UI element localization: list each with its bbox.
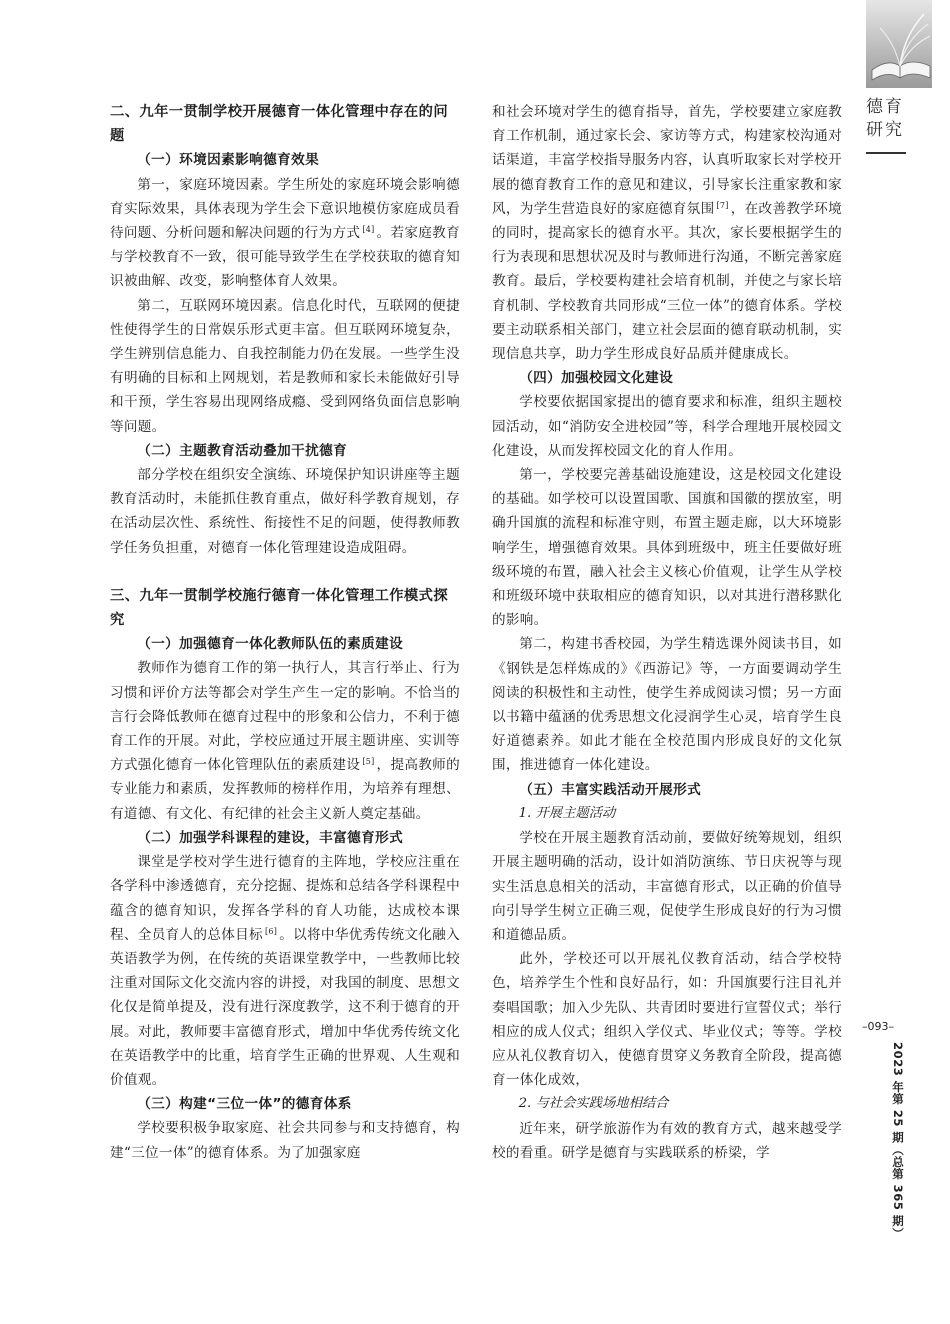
page-number: –093–	[862, 1020, 894, 1033]
paragraph: 学校要积极争取家庭、社会共同参与和支持德育，构建“三位一体”的德育体系。为了加强家庭	[110, 1120, 460, 1161]
section-3-heading: 三、九年一贯制学校施行德育一体化管理工作模式探究	[110, 587, 449, 629]
citation-ref: [4]	[362, 225, 375, 235]
right-column	[492, 100, 842, 1165]
paragraph: 第一，学校要完善基础设施建设，这是校园文化建设的基础。如学校可以设置国歌、国旗和国徽的摆放室，明确升国旗的流程和标准守则，布置主题走廊，以大环境影响学生，增强德育效果。具体到班级中，班主任要做好班级环境的布置，融入社会主义核心价值观，让学生从学校和班级环境中获取相应的德育知识，以对其进行潜移默化的影响。	[492, 467, 842, 629]
section-3-subheading-3: （三）构建“三位一体”的德育体系	[137, 1096, 352, 1113]
section-3-subheading-5: （五）丰富实践活动开展形式	[519, 781, 702, 798]
paragraph: 近年来，研学旅游作为有效的教育方式，越来越受学校的看重。研学是德育与实践联系的桥梁，学	[492, 1120, 842, 1161]
paragraph-text: 课堂是学校对学生进行德育的主阵地，学校应注重在各学科中渗透德育，充分挖掘、提炼和总结各学科课程中蕴含的德育知识，发挥各学科的育人功能，达成校本课程、全员育人的总体目标	[110, 854, 460, 943]
paragraph: 第二，构建书香校园，为学生精选课外阅读书目，如《钢铁是怎样炼成的》《西游记》等，一方面要调动学生阅读的积极性和主动性，使学生养成阅读习惯；另一方面以书籍中蕴涵的优秀思想文化浸润学生心灵，培育学生良好道德素养。如此才能在全校范围内形成良好的文化氛围，推进德育一体化建设。	[492, 636, 842, 774]
paragraph: 部分学校在组织安全演练、环境保护知识讲座等主题教育活动时，未能抓住教育重点，做好科学教育规划，存在活动层次性、系统性、衔接性不足的问题，使得教师教学任务负担重，对德育一体化管理建设造成阻碍。	[110, 467, 460, 556]
citation-ref: [6]	[264, 926, 278, 936]
paragraph-text: 。若家庭教育与学校教育不一致，很可能导致学生在学校获取的德育知识被曲解、改变，影响整体育人效果。	[110, 225, 460, 290]
section-3-subheading-2: （二）加强学科课程的建设，丰富德育形式	[137, 829, 404, 846]
paragraph: 第二，互联网环境因素。信息化时代，互联网的便捷性使得学生的日常娱乐形式更丰富。但互联网环境复杂，学生辨别信息能力、自我控制能力仍在发展。一些学生没有明确的目标和上网规划，若是教师和家长未能做好引导和干预，学生容易出现网络成瘾、受到网络负面信息影响等问题。	[110, 297, 460, 435]
citation-ref: [5]	[362, 757, 375, 767]
sub-subheading-1: 1. 开展主题活动	[518, 805, 616, 821]
column-tag	[866, 96, 904, 142]
section-3-subheading-1: （一）加强德育一体化教师队伍的素质建设	[137, 636, 404, 653]
paragraph-text: 。以将中华优秀传统文化融入英语教学为例，在传统的英语课堂教学中，一些教师比较注重对国际文化交流内容的讲授，对我国的制度、思想文化仅是简单提及，没有进行深度教学，这不利于德育的开展。对此，教师要丰富德育形式，增加中华优秀传统文化在英语教学中的比重，培育学生正确的世界观、人生观和价值观。	[110, 926, 460, 1088]
section-2-subheading-2: （二）主题教育活动叠加干扰德育	[137, 442, 348, 459]
paragraph-text: 第一，家庭环境因素。学生所处的家庭环境会影响德育实际效果，具体表现为学生会下意识地模仿家庭成员看待问题、分析问题和解决问题的行为方式	[110, 176, 460, 242]
paragraph-text: 教师作为德育工作的第一执行人，其言行举止、行为习惯和评价方法等都会对学生产生一定的影响。不恰当的言行会降低教师在德育过程中的形象和公信力，不利于德育工作的开展。对此，学校应通过开展主题讲座、实训等方式强化德育一体化管理队伍的素质建设	[110, 660, 460, 774]
paragraph-text: ，提高教师的专业能力和素质，发挥教师的榜样作用，为培养有理想、有道德、有文化、有纪律的社会主义新人奠定基础。	[110, 757, 460, 822]
paragraph-text: ，在改善教学环境的同时，提高家长的德育水平。其次，家长要根据学生的行为表现和思想状况及时与教师进行沟通，不断完善家庭教育。最后，学校要构建社会培育机制，并使之与家长培育机制、学校教育共同形成“三位一体”的德育体系。学校要主动联系相关部门，建立社会层面的德育联动机制，实现信息共享，助力学生形成良好品质并健康成长。	[492, 200, 842, 363]
paragraph	[492, 100, 842, 366]
column-tag-underline	[866, 152, 906, 154]
paragraph	[110, 850, 460, 1092]
sub-subheading-2: 2. 与社会实践场地相结合	[518, 1096, 669, 1112]
paragraph-text: 和社会环境对学生的德育指导，首先，学校要建立家庭教育工作机制，通过家长会、家访等方式，构建家校沟通对话渠道，丰富学校指导服务内容，认真听取家长对学校开展的德育教育工作的意见和建议，引导家长注重家教和家风，为学生营造良好的家庭德育氛围	[492, 104, 842, 217]
issue-info: 2023 年第 25 期（总第 365 期）	[891, 1042, 905, 1240]
paragraph: 此外，学校还可以开展礼仪教育活动，结合学校特色，培养学生个性和良好品行，如：升国旗要行注目礼并奏唱国歌；加入少先队、共青团时要进行宣誓仪式；举行相应的成人仪式；组织入学仪式、毕业仪式；等等。学校应从礼仪教育切入，使德育贯穿义务教育全阶段，提高德育一体化成效，	[492, 951, 842, 1089]
column-tag-line-2: 研究	[866, 120, 904, 140]
open-book-icon	[866, 0, 932, 88]
section-2-subheading-1: （一）环境因素影响德育效果	[137, 152, 320, 169]
section-2-heading: 二、九年一贯制学校开展德育一体化管理中存在的问题	[110, 104, 449, 145]
paragraph: 学校要依据国家提出的德育要求和标准，组织主题校园活动，如“消防安全进校园”等，科学合理地开展校园文化建设，从而发挥校园文化的育人作用。	[492, 394, 842, 459]
paragraph	[110, 656, 460, 825]
section-3-subheading-4: （四）加强校园文化建设	[519, 370, 674, 387]
left-column	[110, 100, 460, 1165]
column-tag-line-1: 德育	[866, 97, 904, 117]
citation-ref: [7]	[716, 200, 729, 210]
paragraph	[110, 173, 460, 294]
section-spacer	[110, 560, 460, 584]
paragraph: 学校在开展主题教育活动前，要做好统筹规划，组织开展主题明确的活动，设计如消防演练、节日庆祝等与现实生活息息相关的活动，丰富德育形式，以正确的价值导向引导学生树立正确三观，促使学生形成良好的行为习惯和道德品质。	[492, 830, 842, 943]
